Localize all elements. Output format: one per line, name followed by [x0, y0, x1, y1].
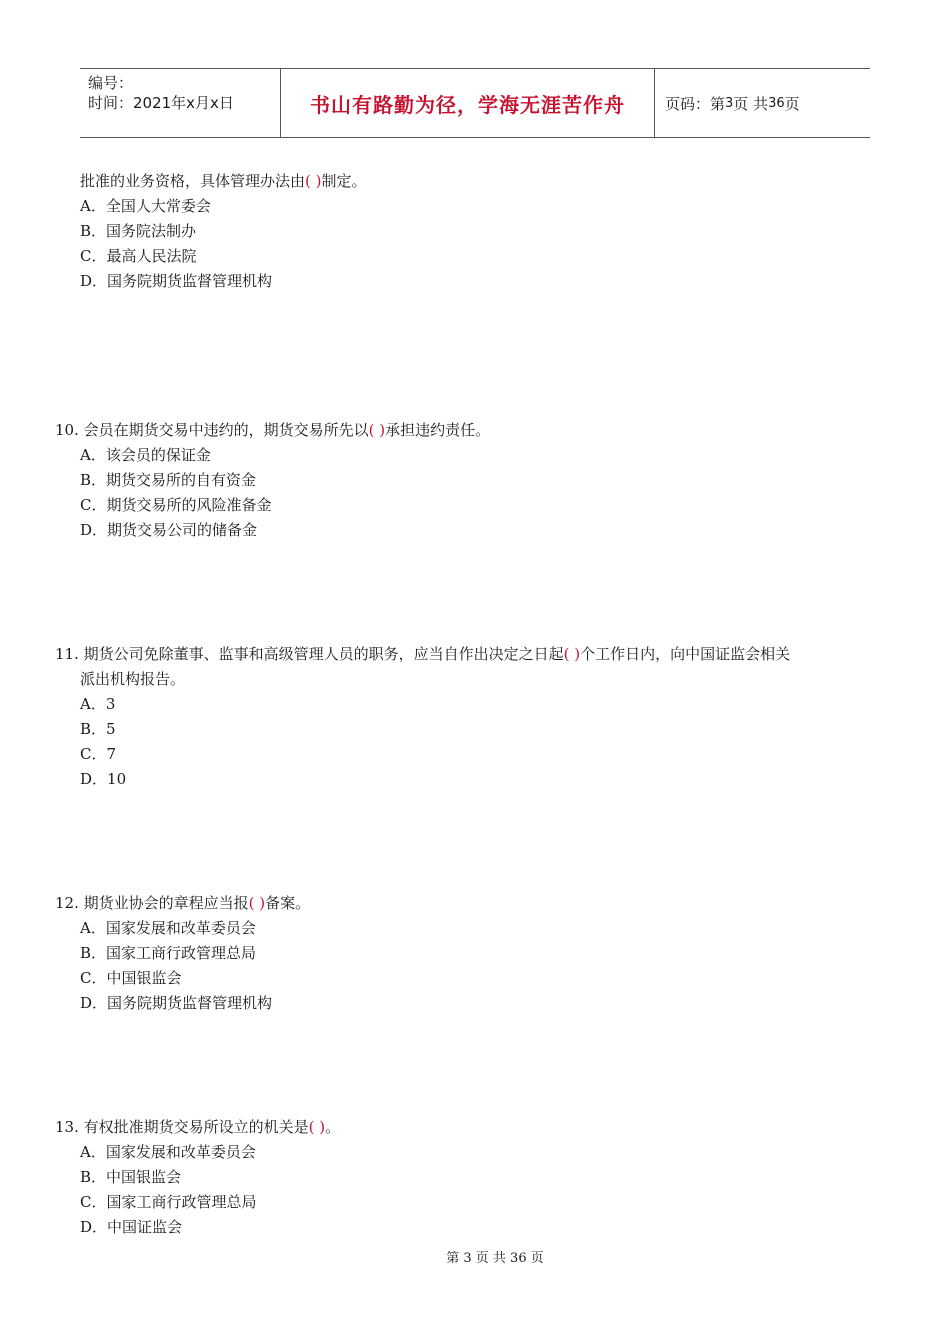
- question-11-option-a: A．3: [80, 695, 116, 713]
- question-10-option-d: D．期货交易公司的储备金: [80, 521, 258, 539]
- question-11-stem: [55, 644, 790, 664]
- stem-text: 制定。: [321, 172, 367, 190]
- page-prefix: 页码：第: [665, 94, 726, 113]
- header-motto: 书山有路勤为径，学海无涯苦作舟: [310, 92, 625, 117]
- question-9-stem: [80, 171, 367, 191]
- answer-blank: ( ): [368, 421, 386, 439]
- stem-text: 备案。: [265, 894, 311, 912]
- page-suffix: 页: [784, 94, 800, 113]
- document-number-label: 编号：: [88, 74, 134, 92]
- stem-text: 。: [325, 1118, 341, 1136]
- question-11-option-b: B．5: [80, 720, 116, 738]
- answer-blank: ( ): [308, 1118, 326, 1136]
- document-time: 时间：2021年x月x日: [88, 94, 234, 112]
- question-13-option-d: D．中国证监会: [80, 1218, 183, 1236]
- stem-text: 11. 期货公司免除董事、监事和高级管理人员的职务，应当自作出决定之日起: [55, 645, 564, 663]
- question-9-option-c: C．最高人民法院: [80, 247, 197, 265]
- answer-blank: ( ): [248, 894, 266, 912]
- header-left-cell: [80, 69, 281, 137]
- question-9-option-d: D．国务院期货监督管理机构: [80, 272, 273, 290]
- question-12-option-c: C．中国银监会: [80, 969, 182, 987]
- question-13-option-b: B．中国银监会: [80, 1168, 182, 1186]
- header-motto-cell: [281, 69, 655, 137]
- question-10-stem: [55, 420, 490, 440]
- question-11-option-c: C．7: [80, 745, 117, 763]
- question-10-option-c: C．期货交易所的风险准备金: [80, 496, 272, 514]
- question-13-stem: [55, 1117, 340, 1137]
- question-9-option-a: A．全国人大常委会: [80, 197, 211, 215]
- stem-text: 12. 期货业协会的章程应当报: [55, 894, 249, 912]
- question-13-option-a: A．国家发展和改革委员会: [80, 1143, 256, 1161]
- question-11-stem-line2: 派出机构报告。: [80, 670, 186, 688]
- stem-text: 10. 会员在期货交易中违约的，期货交易所先以: [55, 421, 369, 439]
- question-12-stem: [55, 893, 310, 913]
- page-current: 3: [725, 95, 734, 111]
- answer-blank: ( ): [563, 645, 581, 663]
- question-11-option-d: D．10: [80, 770, 127, 788]
- question-10-option-b: B．期货交易所的自有资金: [80, 471, 257, 489]
- page-total: 36: [768, 95, 785, 111]
- question-9-option-b: B．国务院法制办: [80, 222, 197, 240]
- question-12-option-b: B．国家工商行政管理总局: [80, 944, 257, 962]
- stem-text: 承担违约责任。: [385, 421, 491, 439]
- page-header: [80, 68, 870, 138]
- page-mid: 页 共: [733, 94, 769, 113]
- stem-text: 13. 有权批准期货交易所设立的机关是: [55, 1118, 309, 1136]
- stem-text: 个工作日内，向中国证监会相关: [580, 645, 791, 663]
- page-footer: 第 3 页 共 36 页: [446, 1251, 544, 1266]
- question-10-option-a: A．该会员的保证金: [80, 446, 211, 464]
- question-13-option-c: C．国家工商行政管理总局: [80, 1193, 257, 1211]
- answer-blank: ( ): [305, 172, 322, 190]
- stem-text: 批准的业务资格，具体管理办法由: [80, 172, 306, 190]
- header-page-cell: [655, 69, 870, 137]
- question-12-option-d: D．国务院期货监督管理机构: [80, 994, 273, 1012]
- question-12-option-a: A．国家发展和改革委员会: [80, 919, 256, 937]
